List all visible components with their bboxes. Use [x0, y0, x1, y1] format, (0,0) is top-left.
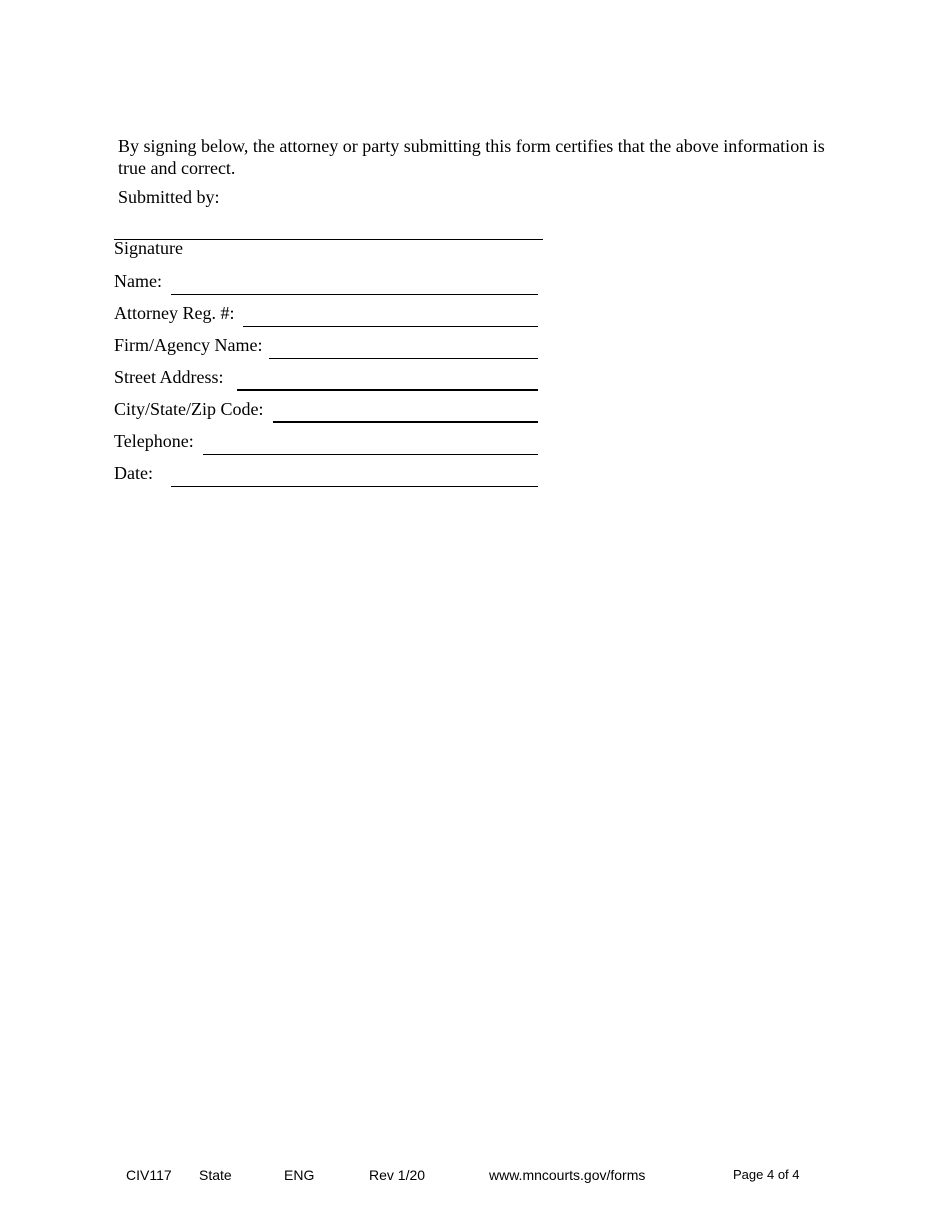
street-address-field: [114, 366, 538, 388]
footer-website[interactable]: www.mncourts.gov/forms: [489, 1167, 646, 1183]
footer-language: ENG: [284, 1167, 315, 1183]
telephone-input-line[interactable]: [203, 454, 538, 455]
footer-revision: Rev 1/20: [369, 1167, 426, 1183]
attorney-reg-input-line[interactable]: [243, 326, 538, 327]
name-label: Name:: [114, 271, 162, 291]
firm-agency-input-line[interactable]: [269, 358, 538, 359]
date-field: [114, 462, 538, 484]
name-input-line[interactable]: [171, 294, 538, 295]
certification-statement: By signing below, the attorney or party submitting this form certifies that the above information is true and correct.: [118, 136, 825, 178]
attorney-reg-label: Attorney Reg. #:: [114, 303, 235, 323]
footer-page-number: Page 4 of 4: [733, 1167, 800, 1182]
submitted-by-label: Submitted by:: [118, 187, 220, 207]
telephone-field: [114, 430, 538, 452]
telephone-label: Telephone:: [114, 431, 194, 451]
attorney-reg-field: [114, 302, 538, 324]
firm-agency-label: Firm/Agency Name:: [114, 335, 263, 355]
city-state-zip-field: [114, 398, 538, 420]
city-state-zip-input-line[interactable]: [273, 421, 538, 423]
city-state-zip-label: City/State/Zip Code:: [114, 399, 264, 419]
street-address-label: Street Address:: [114, 367, 224, 387]
name-field: [114, 270, 538, 292]
street-address-input-line[interactable]: [237, 389, 538, 391]
date-input-line[interactable]: [171, 486, 538, 487]
date-label: Date:: [114, 463, 153, 483]
footer-jurisdiction: State: [199, 1167, 232, 1183]
signature-label: Signature: [114, 238, 183, 258]
footer-form-code: CIV117: [126, 1167, 172, 1183]
firm-agency-field: [114, 334, 538, 356]
